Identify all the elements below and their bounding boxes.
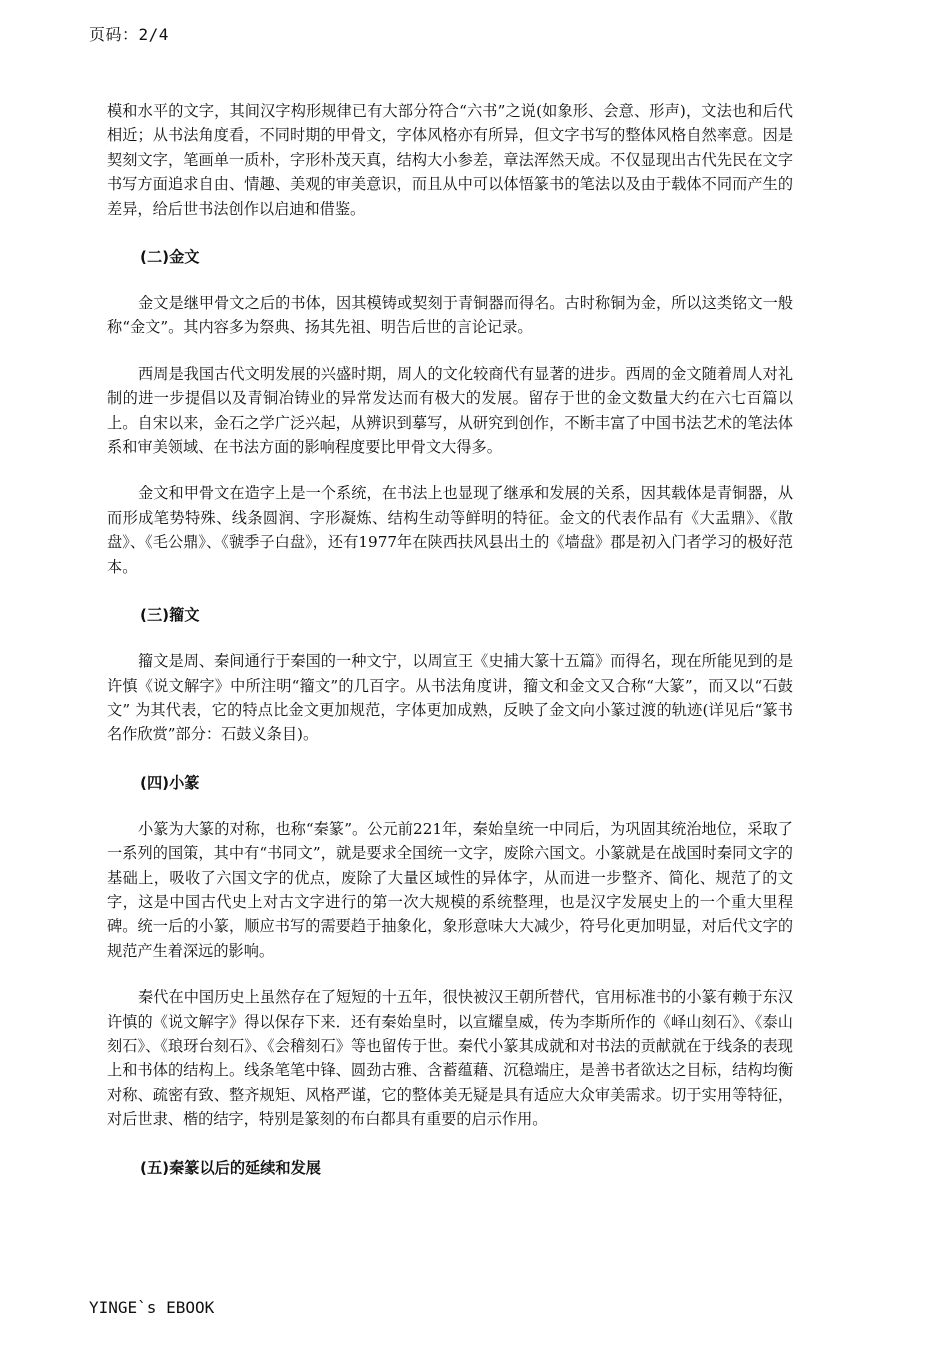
document-body bbox=[107, 99, 793, 1180]
paragraph-oracle-bone-continued: 模和水平的文字，其间汉字构形规律已有大部分符合“六书”之说(如象形、会意、形声)，文法也和后代相近；从书法角度看，不同时期的甲骨文，字体风格亦有所异，但文字书写的整体风格自然率意。因是契刻文字，笔画单一质朴，字形朴茂天真，结构大小参差，章法浑然天成。不仅显现出古代先民在文字书写方面追求自由、情趣、美观的审美意识，而且从中可以体悟篆书的笔法以及由于载体不同而产生的差异，给后世书法创作以启迪和借鉴。 bbox=[107, 102, 793, 218]
section-heading-zhouwen: (三)籀文 bbox=[140, 606, 200, 625]
page-number: 页码：2/4 bbox=[89, 25, 169, 44]
paragraph-bronze-features: 金文和甲骨文在造字上是一个系统，在书法上也显现了继承和发展的关系，因其载体是青铜器，从而形成笔势特殊、线条圆润、字形凝炼、结构生动等鲜明的特征。金文的代表作品有《大盂鼎》、《散盘》、《毛公鼎》、《虢季子白盘》，还有1977年在陕西扶风县出土的《墙盘》郡是初入门者学习的极好范本。 bbox=[107, 484, 793, 576]
paragraph-qin-dynasty: 秦代在中国历史上虽然存在了短短的十五年，很快被汉王朝所替代，官用标准书的小篆有赖于东汉许慎的《说文解字》得以保存下来．还有秦始皇时，以宣耀皇威，传为李斯所作的《峄山刻石》、《泰山刻石》、《琅玡台刻石》、《会稽刻石》等也留传于世。秦代小篆其成就和对书法的贡献就在于线条的表现上和书体的结构上。线条笔笔中锋、圆劲古雅、含蓄蕴藉、沉稳端庄，是善书者欲达之目标，结构均衡对称、疏密有致、整齐规矩、风格严谨，它的整体美无疑是具有适应大众审美需求。切于实用等特征，对后世隶、楷的结字，特别是篆刻的布白都具有重要的启示作用。 bbox=[107, 988, 793, 1129]
section-heading-small-seal: (四)小篆 bbox=[140, 773, 200, 792]
footer-brand: YINGE`s EBOOK bbox=[89, 1298, 215, 1317]
paragraph-western-zhou: 西周是我国古代文明发展的兴盛时期，周人的文化较商代有显著的进步。西周的金文随着周人对礼制的进一步提倡以及青铜冶铸业的异常发达而有极大的发展。留存于世的金文数量大约在六七百篇以上。自宋以来，金石之学广泛兴起，从辨识到摹写，从研究到创作，不断丰富了中国书法艺术的笔法体系和审美领域、在书法方面的影响程度要比甲骨文大得多。 bbox=[107, 364, 793, 457]
paragraph-small-seal: 小篆为大篆的对称，也称“秦篆”。公元前221年，秦始皇统一中同后，为巩固其统治地位，采取了一系列的国策，其中有“书同文”，就是要求全国统一文字，废除六国文。小篆就是在战国时秦同文字的基础上，吸收了六国文字的优点，废除了大量区域性的异体字，从而进一步整齐、简化、规范了的文字，这是中国古代史上对古文字进行的第一次大规模的系统整理，也是汉字发展史上的一个重大里程碑。统一后的小篆，顺应书写的需要趋于抽象化，象形意味大大减少，符号化更加明显，对后代文字的规范产生着深远的影响。 bbox=[107, 819, 793, 960]
paragraph-bronze-intro: 金文是继甲骨文之后的书体，因其模铸或契刻于青铜器而得名。古时称铜为金，所以这类铭文一般称“金文”。其内容多为祭典、扬其先祖、明告后世的言论记录。 bbox=[107, 294, 793, 337]
section-heading-after-qin: (五)秦篆以后的延续和发展 bbox=[140, 1158, 321, 1177]
section-heading-bronze-inscriptions: (二)金文 bbox=[140, 248, 200, 267]
paragraph-zhouwen: 籀文是周、秦间通行于秦国的一种文宁，以周宣王《史捕大篆十五篇》而得名，现在所能见到的是许慎《说文解字》中所注明“籀文”的几百字。从书法角度讲，籀文和金文又合称“大篆”，而又以“石鼓文” 为其代表，它的特点比金文更加规范，字体更加成熟，反映了金文向小篆过渡的轨迹(详见后“篆书名作欣赏”部分：石鼓义条目)。 bbox=[107, 652, 793, 744]
